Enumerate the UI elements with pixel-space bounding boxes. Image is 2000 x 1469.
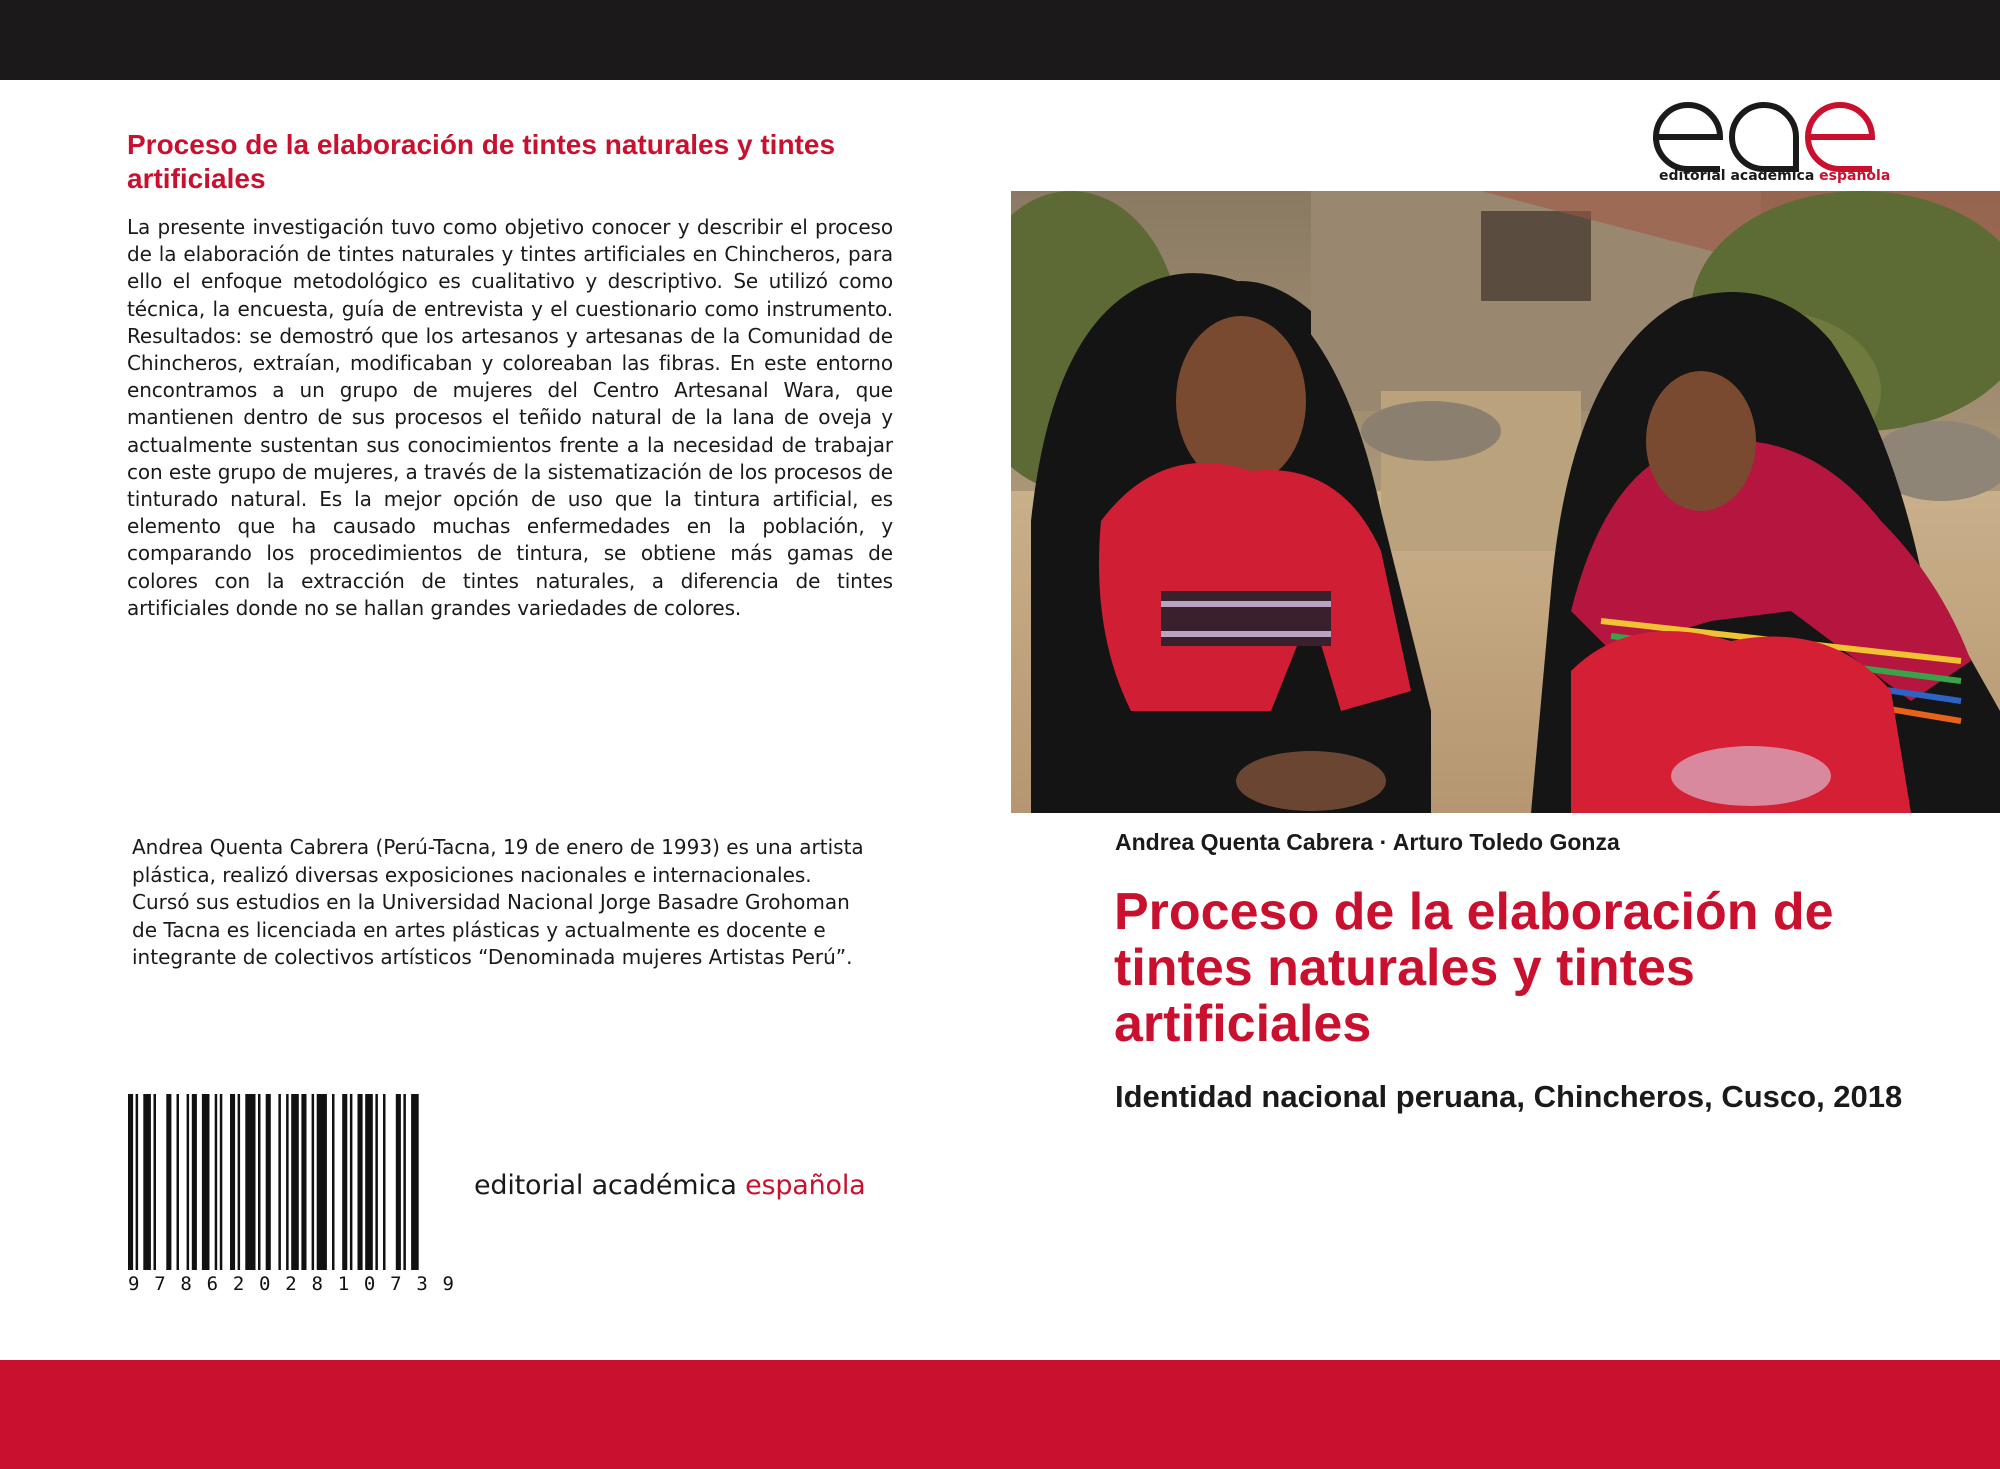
barcode-bar — [220, 1094, 223, 1270]
isbn-number: 9 7 8 6 2 0 2 8 1 0 7 3 9 — [128, 1273, 454, 1294]
barcode-bar — [192, 1094, 197, 1270]
barcode-bar — [365, 1094, 373, 1270]
logo-caption-prefix: editorial académica — [1659, 168, 1820, 184]
barcode-bar — [258, 1094, 261, 1270]
top-black-band — [0, 0, 2000, 80]
barcode-bar — [332, 1094, 335, 1270]
author-biography: Andrea Quenta Cabrera (Perú-Tacna, 19 de enero de 1993) es una artista plástica, realizó diversas exposiciones nacionales e internacionales. Cursó sus estudios en la Universidad Nacional Jorge Basadre Grohoman de Tacna es licenciada en artes plásticas y actualmente es docente e integrante de colectivos artísticos “Denominada mujeres Artistas Perú”. — [132, 835, 864, 969]
logo-caption-accent: española — [1819, 168, 1891, 184]
publisher-name-prefix: editorial académica — [474, 1170, 746, 1201]
barcode-bar — [342, 1094, 347, 1270]
back-cover-abstract: La presente investigación tuvo como objetivo conocer y describir el proceso de la elaboración de tintes naturales y tintes artificiales en Chincheros, para ello el enfoque metodológico es cualitativo y descriptivo. Se utilizó como técnica, la encuesta, guía de entrevista y el cuestionario como instrumento. Resultados: se demostró que los artesanos y artesanas de la Comunidad de Chincheros, extraían, modificaban y coloreaban las fibras. En este entorno encontramos a un grupo de mujeres del Centro Artesanal Wara, que mantienen dentro de sus procesos el teñido natural de la lana de oveja y actualmente sustentan sus conocimientos frente a la necesidad de trabajar con este grupo de mujeres, a través de la sistematización de los procesos de tinturado natural. Es la mejor opción de uso que la tintura artificial, es elemento que ha causado muchas enfermedades en la población, y comparando los procedimientos de tintura, se obtiene más gamas de colores con la extracción de tintes naturales, a diferencia de tintes artificiales donde no se hallan grandes variedades de colores. — [127, 215, 893, 620]
isbn-barcode — [126, 1094, 456, 1294]
back-cover-title: Proceso de la elaboración de tintes naturales y tintes artificiales — [127, 129, 836, 194]
barcode-bar — [128, 1094, 133, 1270]
barcode-bar — [266, 1094, 271, 1270]
barcode-bar — [396, 1094, 401, 1270]
bottom-red-band — [0, 1360, 2000, 1469]
barcode-bar — [358, 1094, 363, 1270]
cover-photo — [1011, 191, 2000, 813]
barcode-bar — [312, 1094, 315, 1270]
barcode-bar — [278, 1094, 281, 1270]
cover-authors: Andrea Quenta Cabrera · Arturo Toledo Gonza — [1115, 829, 1620, 855]
barcode-bar — [291, 1094, 299, 1270]
barcode-bar — [403, 1094, 406, 1270]
barcode-bar — [166, 1094, 171, 1270]
barcode-bar — [202, 1094, 210, 1270]
barcode-bar — [383, 1094, 386, 1270]
cover-subtitle: Identidad nacional peruana, Chincheros, Cusco, 2018 — [1115, 1079, 1903, 1114]
barcode-bar — [154, 1094, 157, 1270]
barcode-bar — [286, 1094, 289, 1270]
barcode-bar — [301, 1094, 306, 1270]
barcode-bar — [143, 1094, 151, 1270]
barcode-bar — [350, 1094, 353, 1270]
barcode-bar — [230, 1094, 235, 1270]
barcode-bar — [238, 1094, 241, 1270]
barcode-bar — [411, 1094, 419, 1270]
barcode-bar — [215, 1094, 218, 1270]
barcode-bar — [177, 1094, 180, 1270]
logo-caption — [1659, 168, 1890, 184]
barcode-bar — [136, 1094, 139, 1270]
publisher-name-accent: española — [745, 1170, 866, 1201]
two-women-photo-icon — [1011, 191, 2000, 813]
cover-title: Proceso de la elaboración de tintes naturales y tintes artificiales — [1114, 883, 1834, 1053]
barcode-bar — [187, 1094, 190, 1270]
barcode-bar — [317, 1094, 327, 1270]
publisher-name-back — [474, 1170, 866, 1201]
barcode-bar — [375, 1094, 378, 1270]
barcode-bar — [245, 1094, 255, 1270]
